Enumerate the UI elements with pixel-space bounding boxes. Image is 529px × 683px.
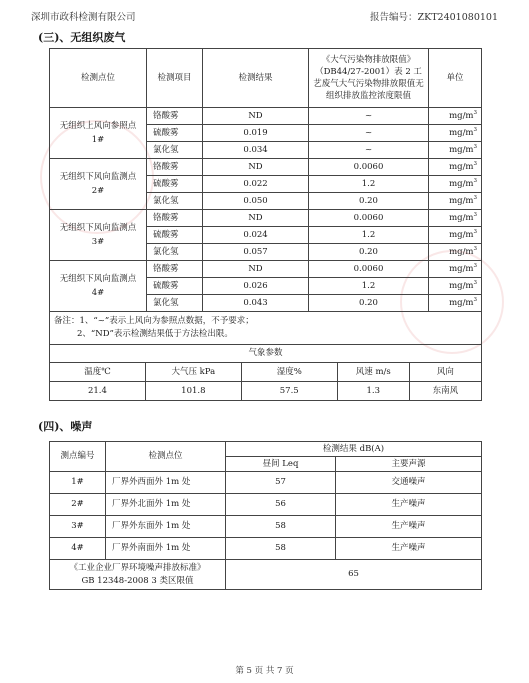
unit-superscript: 3 — [473, 177, 477, 184]
test-result: ND — [203, 261, 309, 278]
weather-header: 大气压 kPa — [146, 363, 242, 381]
weather-header: 风向 — [436, 367, 454, 377]
standard-line-1: 《工业企业厂界环境噪声排放标准》 — [69, 562, 206, 573]
report-number: 报告编号：ZKT2401080101 — [370, 12, 498, 23]
test-result: ND — [203, 210, 309, 227]
noise-row — [50, 494, 482, 516]
unit-text: mg/m — [449, 144, 474, 155]
weather-cells — [50, 363, 482, 382]
monitoring-point: 无组织下风向监测点 2# — [50, 159, 147, 210]
weather-value-row — [50, 382, 482, 401]
page-footer: 第 5 页 共 7 页 — [235, 666, 294, 676]
weather-title: 气象参数 — [50, 345, 482, 363]
limit-value: ~ — [309, 142, 429, 159]
noise-row — [50, 472, 482, 494]
unit-cell — [429, 159, 482, 176]
day-leq: 57 — [226, 472, 336, 494]
test-result: ND — [203, 159, 309, 176]
day-leq: 58 — [226, 538, 336, 560]
standard-row — [50, 560, 482, 590]
unit-cell — [429, 227, 482, 244]
weather-header: 湿度% — [242, 363, 338, 381]
unit-superscript: 3 — [473, 126, 477, 133]
header-item: 检测项目 — [147, 49, 203, 108]
weather-value: 101.8 — [146, 382, 242, 400]
header-limit: 《大气污染物排放限值》（DB44/27-2001）表 2 工艺废气大气污染物排放限值无组织排放监控浓度限值 — [309, 49, 429, 108]
unit-text: mg/m — [449, 212, 474, 223]
table-row — [50, 210, 482, 227]
test-item: 硫酸雾 — [147, 176, 203, 193]
weather-value: 东南风 — [432, 386, 459, 396]
header-source: 主要声源 — [336, 457, 482, 472]
main-source: 交通噪声 — [336, 472, 482, 494]
test-result: ND — [203, 108, 309, 125]
unit-text: mg/m — [449, 297, 474, 308]
test-item: 氯化氢 — [147, 244, 203, 261]
header-result: 检测结果 dB(A) — [226, 442, 482, 457]
limit-value: 1.2 — [309, 176, 429, 193]
test-item: 硫酸雾 — [147, 278, 203, 295]
point-number: 1# — [50, 472, 106, 494]
weather-header: 风速 m/s — [338, 363, 410, 381]
unit-cell — [429, 176, 482, 193]
test-item: 氯化氢 — [147, 193, 203, 210]
limit-value: 0.0060 — [309, 261, 429, 278]
test-item: 硫酸雾 — [147, 227, 203, 244]
exhaust-gas-table — [49, 48, 482, 401]
unit-superscript: 3 — [473, 296, 477, 303]
point-location: 厂界外西面外 1m 处 — [106, 472, 226, 494]
notes-row — [50, 312, 482, 345]
monitoring-point: 无组织下风向监测点 4# — [50, 261, 147, 312]
table-row — [50, 159, 482, 176]
point-number: 3# — [50, 516, 106, 538]
unit-superscript: 3 — [473, 109, 477, 116]
limit-value: 1.2 — [309, 278, 429, 295]
point-number: 2# — [50, 494, 106, 516]
unit-superscript: 3 — [473, 160, 477, 167]
point-location: 厂界外南面外 1m 处 — [106, 538, 226, 560]
test-result: 0.026 — [203, 278, 309, 295]
header-day-leq: 昼间 Leq — [226, 457, 336, 472]
day-leq: 58 — [226, 516, 336, 538]
limit-value: 0.20 — [309, 295, 429, 312]
note-1: 备注：1、“~”表示上风向为参照点数据，不予要求； — [54, 316, 254, 326]
unit-cell — [429, 210, 482, 227]
noise-row — [50, 516, 482, 538]
weather-header: 温度℃ — [50, 363, 146, 381]
unit-superscript: 3 — [473, 228, 477, 235]
test-item: 氯化氢 — [147, 142, 203, 159]
limit-value: 1.2 — [309, 227, 429, 244]
standard-limit: 65 — [226, 560, 482, 590]
noise-header-row — [50, 442, 482, 457]
unit-cell — [429, 244, 482, 261]
test-result: 0.024 — [203, 227, 309, 244]
notes-cell — [50, 312, 482, 345]
test-result: 0.043 — [203, 295, 309, 312]
unit-text: mg/m — [449, 161, 474, 172]
header-unit: 单位 — [429, 49, 482, 108]
weather-value: 21.4 — [50, 382, 146, 400]
unit-text: mg/m — [449, 127, 474, 138]
unit-text: mg/m — [449, 246, 474, 257]
unit-text: mg/m — [449, 280, 474, 291]
limit-value: 0.0060 — [309, 210, 429, 227]
table-header-row — [50, 49, 482, 108]
table-row — [50, 261, 482, 278]
point-number: 4# — [50, 538, 106, 560]
unit-superscript: 3 — [473, 279, 477, 286]
main-source: 生产噪声 — [336, 516, 482, 538]
weather-value: 57.5 — [242, 382, 338, 400]
unit-cell — [429, 278, 482, 295]
test-item: 铬酸雾 — [147, 108, 203, 125]
monitoring-point: 无组织上风向参照点 1# — [50, 108, 147, 159]
weather-header-row — [50, 363, 482, 382]
unit-cell — [429, 142, 482, 159]
unit-text: mg/m — [449, 178, 474, 189]
limit-value: ~ — [309, 125, 429, 142]
header-point: 检测点位 — [50, 49, 147, 108]
weather-cells — [50, 382, 482, 401]
unit-superscript: 3 — [473, 211, 477, 218]
test-item: 铬酸雾 — [147, 159, 203, 176]
test-result: 0.019 — [203, 125, 309, 142]
test-result: 0.022 — [203, 176, 309, 193]
standard-line-2: GB 12348-2008 3 类区限值 — [81, 575, 194, 586]
unit-text: mg/m — [449, 110, 474, 121]
test-item: 铬酸雾 — [147, 261, 203, 278]
company-name: 深圳市政科检测有限公司 — [31, 12, 136, 23]
unit-cell — [429, 108, 482, 125]
monitoring-point: 无组织下风向监测点 3# — [50, 210, 147, 261]
header-result: 检测结果 — [203, 49, 309, 108]
day-leq: 56 — [226, 494, 336, 516]
unit-text: mg/m — [449, 195, 474, 206]
unit-cell — [429, 261, 482, 278]
main-source: 生产噪声 — [336, 538, 482, 560]
noise-row — [50, 538, 482, 560]
unit-cell — [429, 193, 482, 210]
weather-value: 1.3 — [338, 382, 410, 400]
limit-value: 0.20 — [309, 193, 429, 210]
unit-cell — [429, 125, 482, 142]
unit-superscript: 3 — [473, 245, 477, 252]
test-result: 0.034 — [203, 142, 309, 159]
test-item: 硫酸雾 — [147, 125, 203, 142]
section4-title: (四)、噪声 — [38, 420, 93, 433]
header-no: 测点编号 — [50, 442, 106, 472]
test-result: 0.050 — [203, 193, 309, 210]
header-point: 检测点位 — [106, 442, 226, 472]
standard-name — [50, 560, 226, 590]
limit-value: 0.20 — [309, 244, 429, 261]
test-item: 铬酸雾 — [147, 210, 203, 227]
limit-value: 0.0060 — [309, 159, 429, 176]
noise-table — [49, 441, 482, 590]
weather-title-row — [50, 345, 482, 363]
unit-text: mg/m — [449, 263, 474, 274]
limit-value: ~ — [309, 108, 429, 125]
unit-text: mg/m — [449, 229, 474, 240]
note-2: 2、“ND”表示检测结果低于方法检出限。 — [77, 329, 233, 339]
section3-title: (三)、无组织废气 — [38, 31, 126, 44]
table-row — [50, 108, 482, 125]
point-location: 厂界外北面外 1m 处 — [106, 494, 226, 516]
unit-superscript: 3 — [473, 194, 477, 201]
point-location: 厂界外东面外 1m 处 — [106, 516, 226, 538]
main-source: 生产噪声 — [336, 494, 482, 516]
test-item: 氯化氢 — [147, 295, 203, 312]
unit-superscript: 3 — [473, 143, 477, 150]
unit-superscript: 3 — [473, 262, 477, 269]
unit-cell — [429, 295, 482, 312]
test-result: 0.057 — [203, 244, 309, 261]
